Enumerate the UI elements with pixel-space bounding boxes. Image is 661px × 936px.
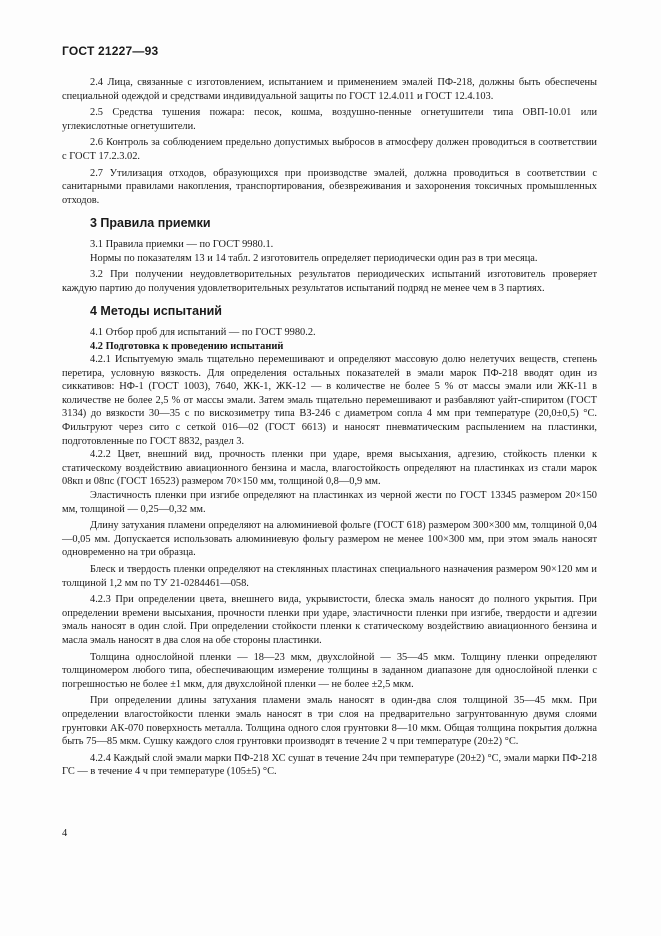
paragraph-2-6: 2.6 Контроль за соблюдением предельно допустимых выбросов в атмосферу должен проводиться в соответствии с ГОСТ 17.2.3.02. bbox=[62, 137, 597, 162]
paragraph-4-2-3-flame-layers: При определении длины затухания пламени эмаль наносят в один-два слоя толщиной 35—45 мкм. При определении влагостойкости пленки эмаль наносят в три слоя на предварительно загрунтованную двумя слоями грунтовки АК-070 поверхность металла. Толщина одного слоя грунтовки 8—10 мкм. Общая толщина покрытия должна быть 75—85 мкм. Сушку каждого слоя грунтовки производят в течение 2 ч при температуре (20±2) °С. bbox=[62, 695, 597, 748]
page-number: 4 bbox=[62, 828, 68, 839]
paragraph-4-2-3-thickness: Толщина однослойной пленки — 18—23 мкм, двухслойной — 35—45 мкм. Толщину пленки определяют толщиномером любого типа, обеспечивающим измерение толщины в заданном диапазоне для однослойной пленки с погрешностью не более ±1 мкм, для двухслойной пленки — не более ±2,5 мкм. bbox=[62, 651, 597, 690]
paragraph-2-7: 2.7 Утилизация отходов, образующихся при производстве эмалей, должна проводиться в соответствии с санитарными правилами накопления, транспортирования, обезвреживания и захоронения токсичных промышленных отходов. bbox=[62, 167, 597, 206]
paragraph-4-2-1: 4.2.1 Испытуемую эмаль тщательно перемешивают и определяют массовую долю нелетучих веществ, степень перетира, условную вязкость. Для определения остальных показателей в эмали марок ПФ-218 вводят один из сиккативов: НФ-1 (ГОСТ 1003), 7640, ЖК-1, ЖК-12 — в количестве не более 5 % от массы эмали или ЖК-11 в количестве не более 2,5 % от массы эмали. Затем эмаль тщательно перемешивают и разбавляют уайт-спиритом (ГОСТ 3134) до вязкости 30—35 с по вискозиметру типа ВЗ-246 с диаметром сопла 4 мм при температуре (20,0±0,5) °С. Фильтруют через сито с сеткой 016—02 (ГОСТ 6613) и наносят пневматическим распылением на пластинки, подготовленные по ГОСТ 8832, раздел 3. bbox=[62, 354, 597, 447]
section-4-heading: 4 Методы испытаний bbox=[90, 304, 222, 319]
paragraph-4-2-2-flame: Длину затухания пламени определяют на алюминиевой фольге (ГОСТ 618) размером 300×300 мм, толщиной 0,04—0,05 мм. Допускается использовать алюминиевую фольгу размером не менее 100×300 мм, при этом эмаль наносят одновременно на три образца. bbox=[62, 520, 597, 559]
document-header: ГОСТ 21227—93 bbox=[62, 44, 159, 58]
paragraph-4-2-4: 4.2.4 Каждый слой эмали марки ПФ-218 ХС сушат в течение 24ч при температуре (20±2) °С, эмали марки ПФ-218 ГС — в течение 4 ч при температуре (105±5) °С. bbox=[62, 752, 597, 778]
paragraph-4-2-2: 4.2.2 Цвет, внешний вид, прочность пленки при ударе, время высыхания, адгезию, стойкость пленки к статическому воздействию авиационного бензина и масла, влагостойкость определяют на пластинках из стали марок 08кп и 08пс (ГОСТ 16523) размером 70×150 мм, толщиной 0,8—0,9 мм. bbox=[62, 449, 597, 488]
paragraph-3-1: 3.1 Правила приемки — по ГОСТ 9980.1. bbox=[90, 238, 274, 250]
paragraph-2-5: 2.5 Средства тушения пожара: песок, кошма, воздушно-пенные огнетушители типа ОВП-10.01 или углекислотные огнетушители. bbox=[62, 107, 597, 132]
paragraph-3-2: 3.2 При получении неудовлетворительных результатов периодических испытаний изготовитель проверяет каждую партию до получения удовлетворительных результатов испытаний подряд не менее чем в 3 партиях. bbox=[62, 269, 597, 294]
paragraph-2-4: 2.4 Лица, связанные с изготовлением, испытанием и применением эмалей ПФ-218, должны быть обеспечены специальной одеждой и средствами индивидуальной защиты по ГОСТ 12.4.011 и ГОСТ 12.4.103. bbox=[62, 77, 597, 102]
document-body bbox=[62, 76, 597, 779]
paragraph-4-2-2-gloss: Блеск и твердость пленки определяют на стеклянных пластинах специального назначения размером 90×120 мм и толщиной 1,2 мм по ТУ 21-0284461—058. bbox=[62, 564, 597, 589]
subheading-4-2: 4.2 Подготовка к проведению испытаний bbox=[90, 340, 284, 352]
section-3-heading: 3 Правила приемки bbox=[90, 216, 211, 231]
paragraph-4-1: 4.1 Отбор проб для испытаний — по ГОСТ 9980.2. bbox=[90, 326, 316, 338]
paragraph-4-2-2-elasticity: Эластичность пленки при изгибе определяют на пластинках из черной жести по ГОСТ 13345 размером 20×150 мм, толщиной — 0,25—0,32 мм. bbox=[62, 490, 597, 515]
paragraph-3-1-norms: Нормы по показателям 13 и 14 табл. 2 изготовитель определяет периодически один раз в три месяца. bbox=[90, 252, 538, 264]
paragraph-4-2-3: 4.2.3 При определении цвета, внешнего вида, укрывистости, блеска эмаль наносят до полного укрытия. При определении времени высыхания, прочности пленки при ударе, эластичности пленки при изгибе, твердости и адгезии эмаль наносят в один слой. При определении стойкости пленки к статическому воздействию авиационного бензина и масла эмаль наносят в два слоя на обе стороны пластинки. bbox=[62, 594, 597, 646]
